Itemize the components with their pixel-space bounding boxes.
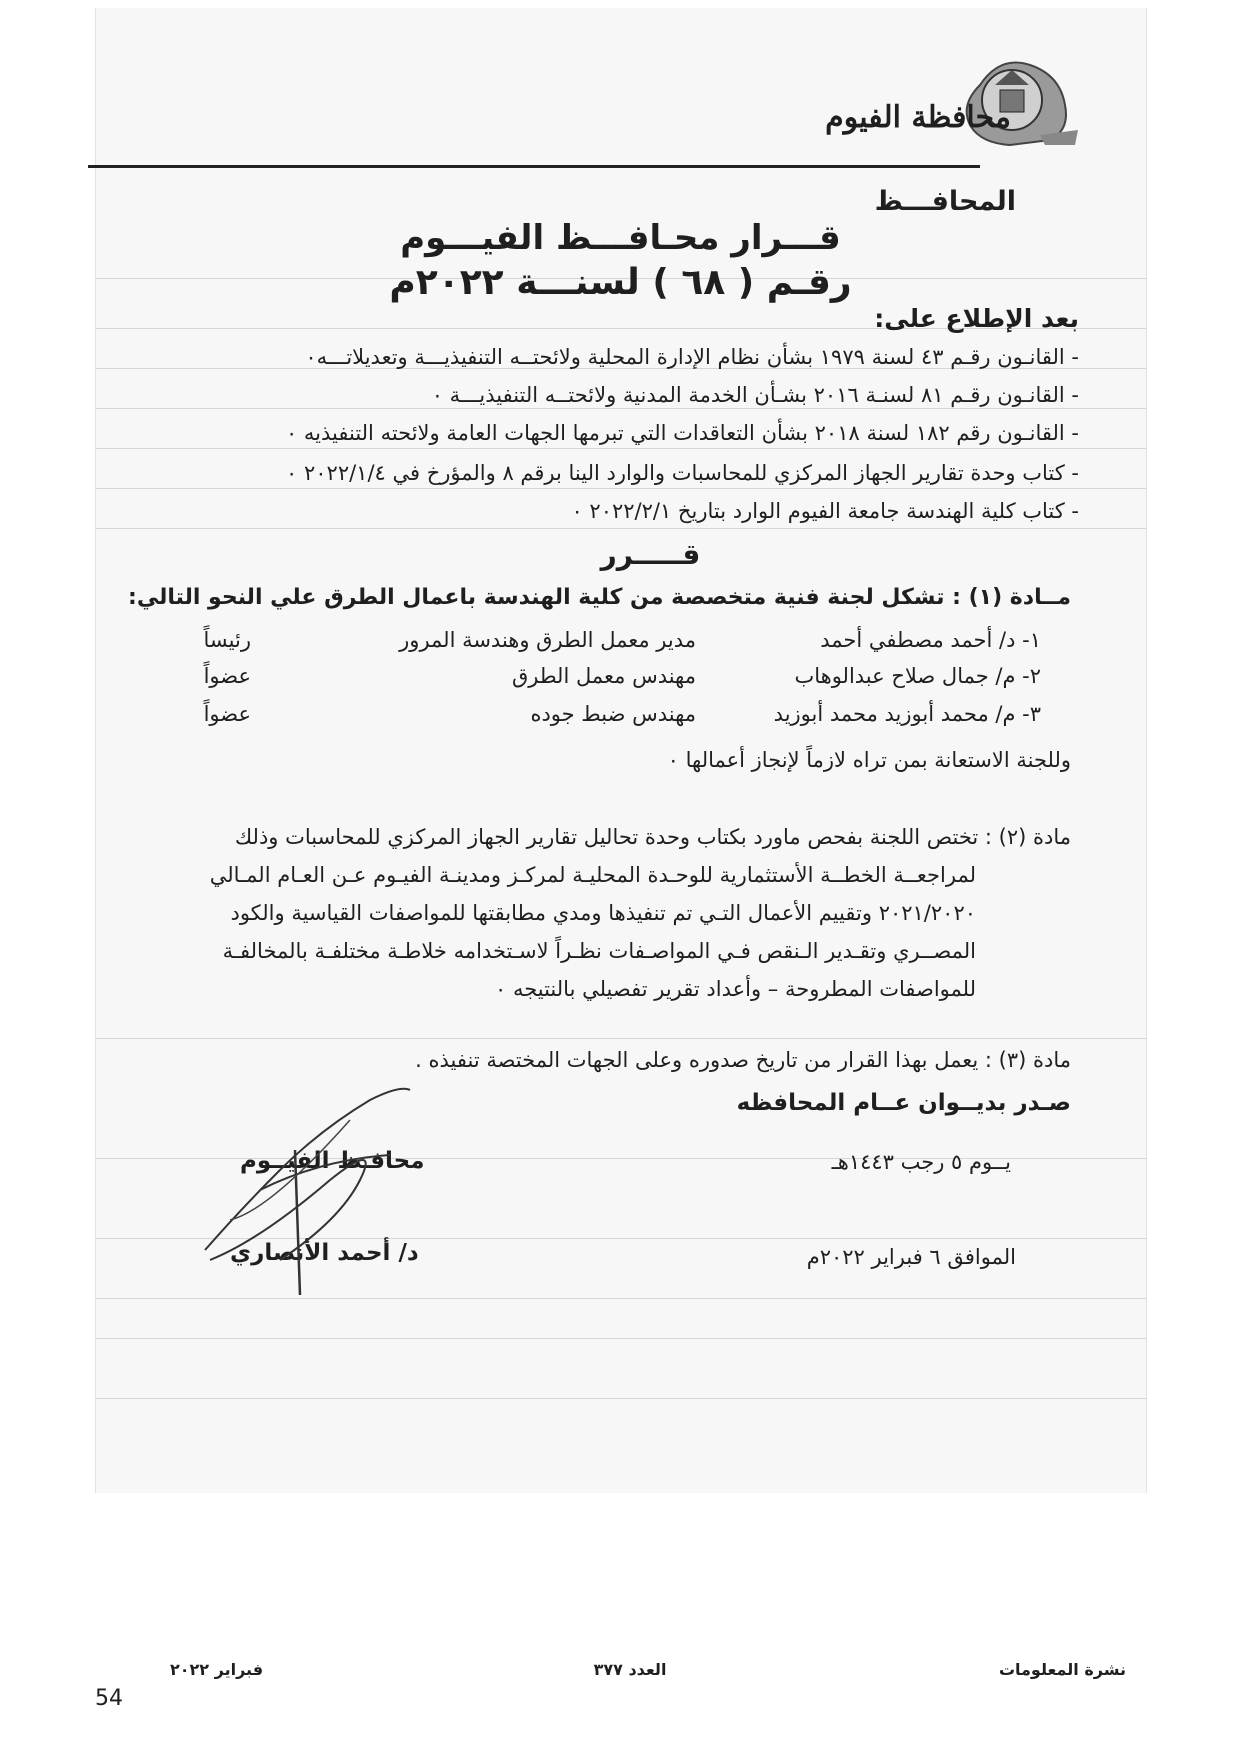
governor-title: المحافـــظ xyxy=(874,186,1016,217)
preamble-item: - القانـون رقم ١٨٢ لسنة ٢٠١٨ بشأن التعاقدات التي تبرمها الجهات العامة ولائحته التنفيذيه ٠ xyxy=(285,421,1079,445)
article-2-line: المصــري وتقـدير الـنقص فـي المواصـفات نظـراً لاسـتخدامه خلاطـة مختلفـة بالمخالفـة xyxy=(222,939,976,963)
footer-date: فبراير ٢٠٢٢ xyxy=(170,1660,264,1679)
article-2-line: ٢٠٢١/٢٠٢٠ وتقييم الأعمال التـي تم تنفيذها ومدي مطابقتها للمواصفات القياسية والكود xyxy=(230,901,976,925)
article-2-line: لمراجعــة الخطــة الأستثمارية للوحـدة المحليـة لمركـز ومدينـة الفيـوم عـن العـام المـالي xyxy=(209,863,976,887)
preamble-item: - كتاب كلية الهندسة جامعة الفيوم الوارد بتاريخ ٢٠٢٢/٢/١ ٠ xyxy=(571,499,1079,523)
article-3: مادة (٣) : يعمل بهذا القرار من تاريخ صدوره وعلى الجهات المختصة تنفيذه . xyxy=(415,1048,1071,1072)
member-job: مهندس ضبط جوده xyxy=(530,702,696,726)
footer-issue: العدد ٣٧٧ xyxy=(593,1660,667,1679)
member-job: مدير معمل الطرق وهندسة المرور xyxy=(399,628,696,652)
signature xyxy=(200,1060,480,1300)
committee-member-row xyxy=(0,628,1241,664)
issued-line: صـدر بديــوان عــام المحافظه xyxy=(736,1090,1071,1116)
footer-publication: نشرة المعلومات xyxy=(998,1660,1126,1679)
preamble-item: - القانـون رقـم ٨١ لسنـة ٢٠١٦ بشـأن الخدمة المدنية ولائحتــه التنفيذيـــة ٠ xyxy=(431,383,1079,407)
member-role: عضواً xyxy=(203,702,251,726)
article-1-heading: مــادة (١) : تشكل لجنة فنية متخصصة من كلية الهندسة باعمال الطرق علي النحو التالي: xyxy=(128,585,1071,610)
preamble-item: - كتاب وحدة تقارير الجهاز المركزي للمحاسبات والوارد الينا برقم ٨ والمؤرخ في ٢٠٢٢/١/٤ ٠ xyxy=(286,461,1079,485)
page-number: 54 xyxy=(95,1686,123,1711)
header-divider xyxy=(88,165,980,168)
committee-member-row xyxy=(0,702,1241,738)
member-name: ١- د/ أحمد مصطفي أحمد xyxy=(820,628,1041,652)
committee-member-row xyxy=(0,664,1241,700)
preamble-heading: بعد الإطلاع على: xyxy=(874,304,1079,333)
preamble-item: - القانـون رقـم ٤٣ لسنة ١٩٧٩ بشأن نظام الإدارة المحلية ولائحتــه التنفيذيـــة وتعديلاتـــه٠ xyxy=(305,345,1079,369)
article-2-line: مادة (٢) : تختص اللجنة بفحص ماورد بكتاب وحدة تحاليل تقارير الجهاز المركزي للمحاسبات وذلك xyxy=(234,825,1071,849)
member-role: رئيساً xyxy=(203,628,251,652)
member-role: عضواً xyxy=(203,664,251,688)
member-name: ٣- م/ محمد أبوزيد محمد أبوزيد xyxy=(773,702,1041,726)
governorate-name: محافظة الفيوم xyxy=(825,100,1011,135)
date-gregorian: الموافق ٦ فبراير ٢٠٢٢م xyxy=(806,1245,1016,1269)
decree-title: قـــرار محـافـــظ الفيـــوم xyxy=(400,218,841,258)
signer-title: محافـظ الفيــوم xyxy=(240,1148,425,1174)
decided-heading: قـــــرر xyxy=(600,538,701,571)
date-hijri: يــوم ٥ رجب ١٤٤٣هـ xyxy=(831,1150,1011,1174)
member-name: ٢- م/ جمال صلاح عبدالوهاب xyxy=(794,664,1041,688)
member-job: مهندس معمل الطرق xyxy=(511,664,696,688)
committee-note: وللجنة الاستعانة بمن تراه لازماً لإنجاز أعمالها ٠ xyxy=(667,748,1071,772)
article-2-line: للمواصفات المطروحة – وأعداد تقرير تفصيلي بالنتيجه ٠ xyxy=(494,977,976,1001)
signer-name: د/ أحمد الأنصاري xyxy=(230,1240,419,1266)
decree-number: رقـم ( ٦٨ ) لسنـــة ٢٠٢٢م xyxy=(389,262,852,303)
